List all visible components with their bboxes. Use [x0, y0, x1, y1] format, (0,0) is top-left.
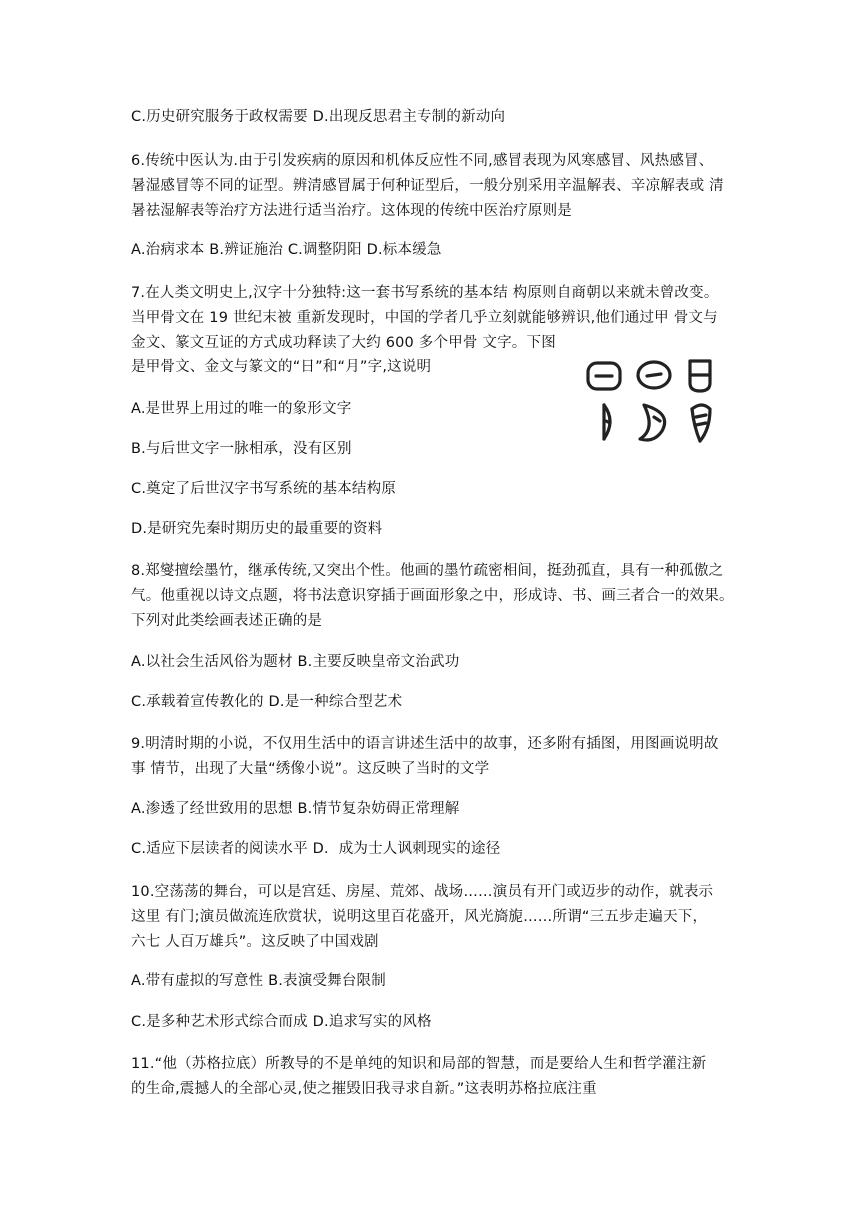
seal-moon-glyph	[692, 405, 710, 441]
question-10-line: 六七 人百万雄兵”。这反映了中国戏剧	[131, 934, 379, 950]
question-9-options: C.适应下层读者的阅读水平 D．成为士人讽刺现实的途径	[131, 841, 501, 857]
question-10-line: 这里 有门;演员做流连欣赏状，说明这里百花盛开，风光旖旎……所谓“三五步走遍天下，	[131, 909, 708, 925]
question-7-option-b: B.与后世文字一脉相承，没有区别	[131, 441, 352, 457]
ancient-characters-figure	[582, 353, 722, 448]
bronze-sun-glyph	[638, 362, 670, 388]
question-7-option-a: A.是世界上用过的唯一的象形文字	[131, 401, 352, 417]
bronze-moon-glyph	[640, 405, 665, 440]
question-6-line: 暑湿感冒等不同的证型。辨清感冒属于何种证型后，一般分别采用辛温解表、辛凉解表或 清	[131, 178, 724, 194]
question-11-line: 11.“他（苏格拉底）所教导的不是单纯的知识和局部的智慧，而是要给人生和哲学灌注新	[131, 1056, 707, 1072]
question-7-line: 当甲骨文在 19 世纪末被 重新发现时，中国的学者几乎立刻就能够辨识,他们通过甲 骨文与	[131, 310, 718, 326]
question-8-line: 8.郑燮擅绘墨竹，继承传统,又突出个性。他画的墨竹疏密相间，挺劲孤直，具有一种孤傲之	[131, 563, 724, 579]
question-10-options: A.带有虚拟的写意性 B.表演受舞台限制	[131, 973, 386, 989]
question-8-line: 下列对此类绘画表述正确的是	[131, 613, 323, 629]
question-7-option-c: C.奠定了后世汉字书写系统的基本结构原	[131, 481, 397, 497]
question-9-options: A.渗透了经世致用的思想 B.情节复杂妨碍正常理解	[131, 801, 460, 817]
question-8-line: 气。他重视以诗文点题，将书法意识穿插于画面形象之中，形成诗、书、画三者合一的效果。	[131, 588, 734, 604]
question-10-options: C.是多种艺术形式综合而成 D.追求写实的风格	[131, 1014, 432, 1030]
question-6-options: A.治病求本 B.辨证施治 C.调整阴阳 D.标本缓急	[131, 242, 442, 258]
question-6-line: 6.传统中医认为.由于引发疾病的原因和机体反应性不同,感冒表现为风寒感冒、风热感冒、	[131, 153, 714, 169]
question-7-line: 金文、篆文互证的方式成功释读了大约 600 多个甲骨 文字。下图	[131, 335, 556, 351]
question-11-line: 的生命,震撼人的全部心灵,使之摧毁旧我寻求自新。”这表明苏格拉底注重	[131, 1081, 597, 1097]
question-7-option-d: D.是研究先秦时期历史的最重要的资料	[131, 521, 383, 537]
oracle-moon-glyph	[604, 405, 610, 439]
question-7-line: 7.在人类文明史上,汉字十分独特:这一套书写系统的基本结 构原则自商朝以来就未曾改变。	[131, 285, 719, 301]
question-9-line: 事 情节，出现了大量“绣像小说”。这反映了当时的文学	[131, 761, 490, 777]
text-line: C.历史研究服务于政权需要 D.出现反思君主专制的新动向	[131, 109, 506, 125]
question-8-options: C.承载着宣传教化的 D.是一种综合型艺术	[131, 694, 403, 710]
question-6-line: 暑祛湿解表等治疗方法进行适当治疗。这体现的传统中医治疗原则是	[131, 203, 572, 219]
seal-sun-glyph	[690, 361, 710, 391]
question-10-line: 10.空荡荡的舞台，可以是宫廷、房屋、荒郊、战场……演员有开门或迈步的动作，就表示	[131, 884, 714, 900]
question-9-line: 9.明清时期的小说，不仅用生活中的语言讲述生活中的故事，还多附有插图，用图画说明故	[131, 736, 719, 752]
question-8-options: A.以社会生活风俗为题材 B.主要反映皇帝文治武功	[131, 654, 460, 670]
question-7-line: 是甲骨文、金文与篆文的“日”和“月”字,这说明	[131, 359, 432, 375]
oracle-sun-glyph	[588, 363, 620, 389]
